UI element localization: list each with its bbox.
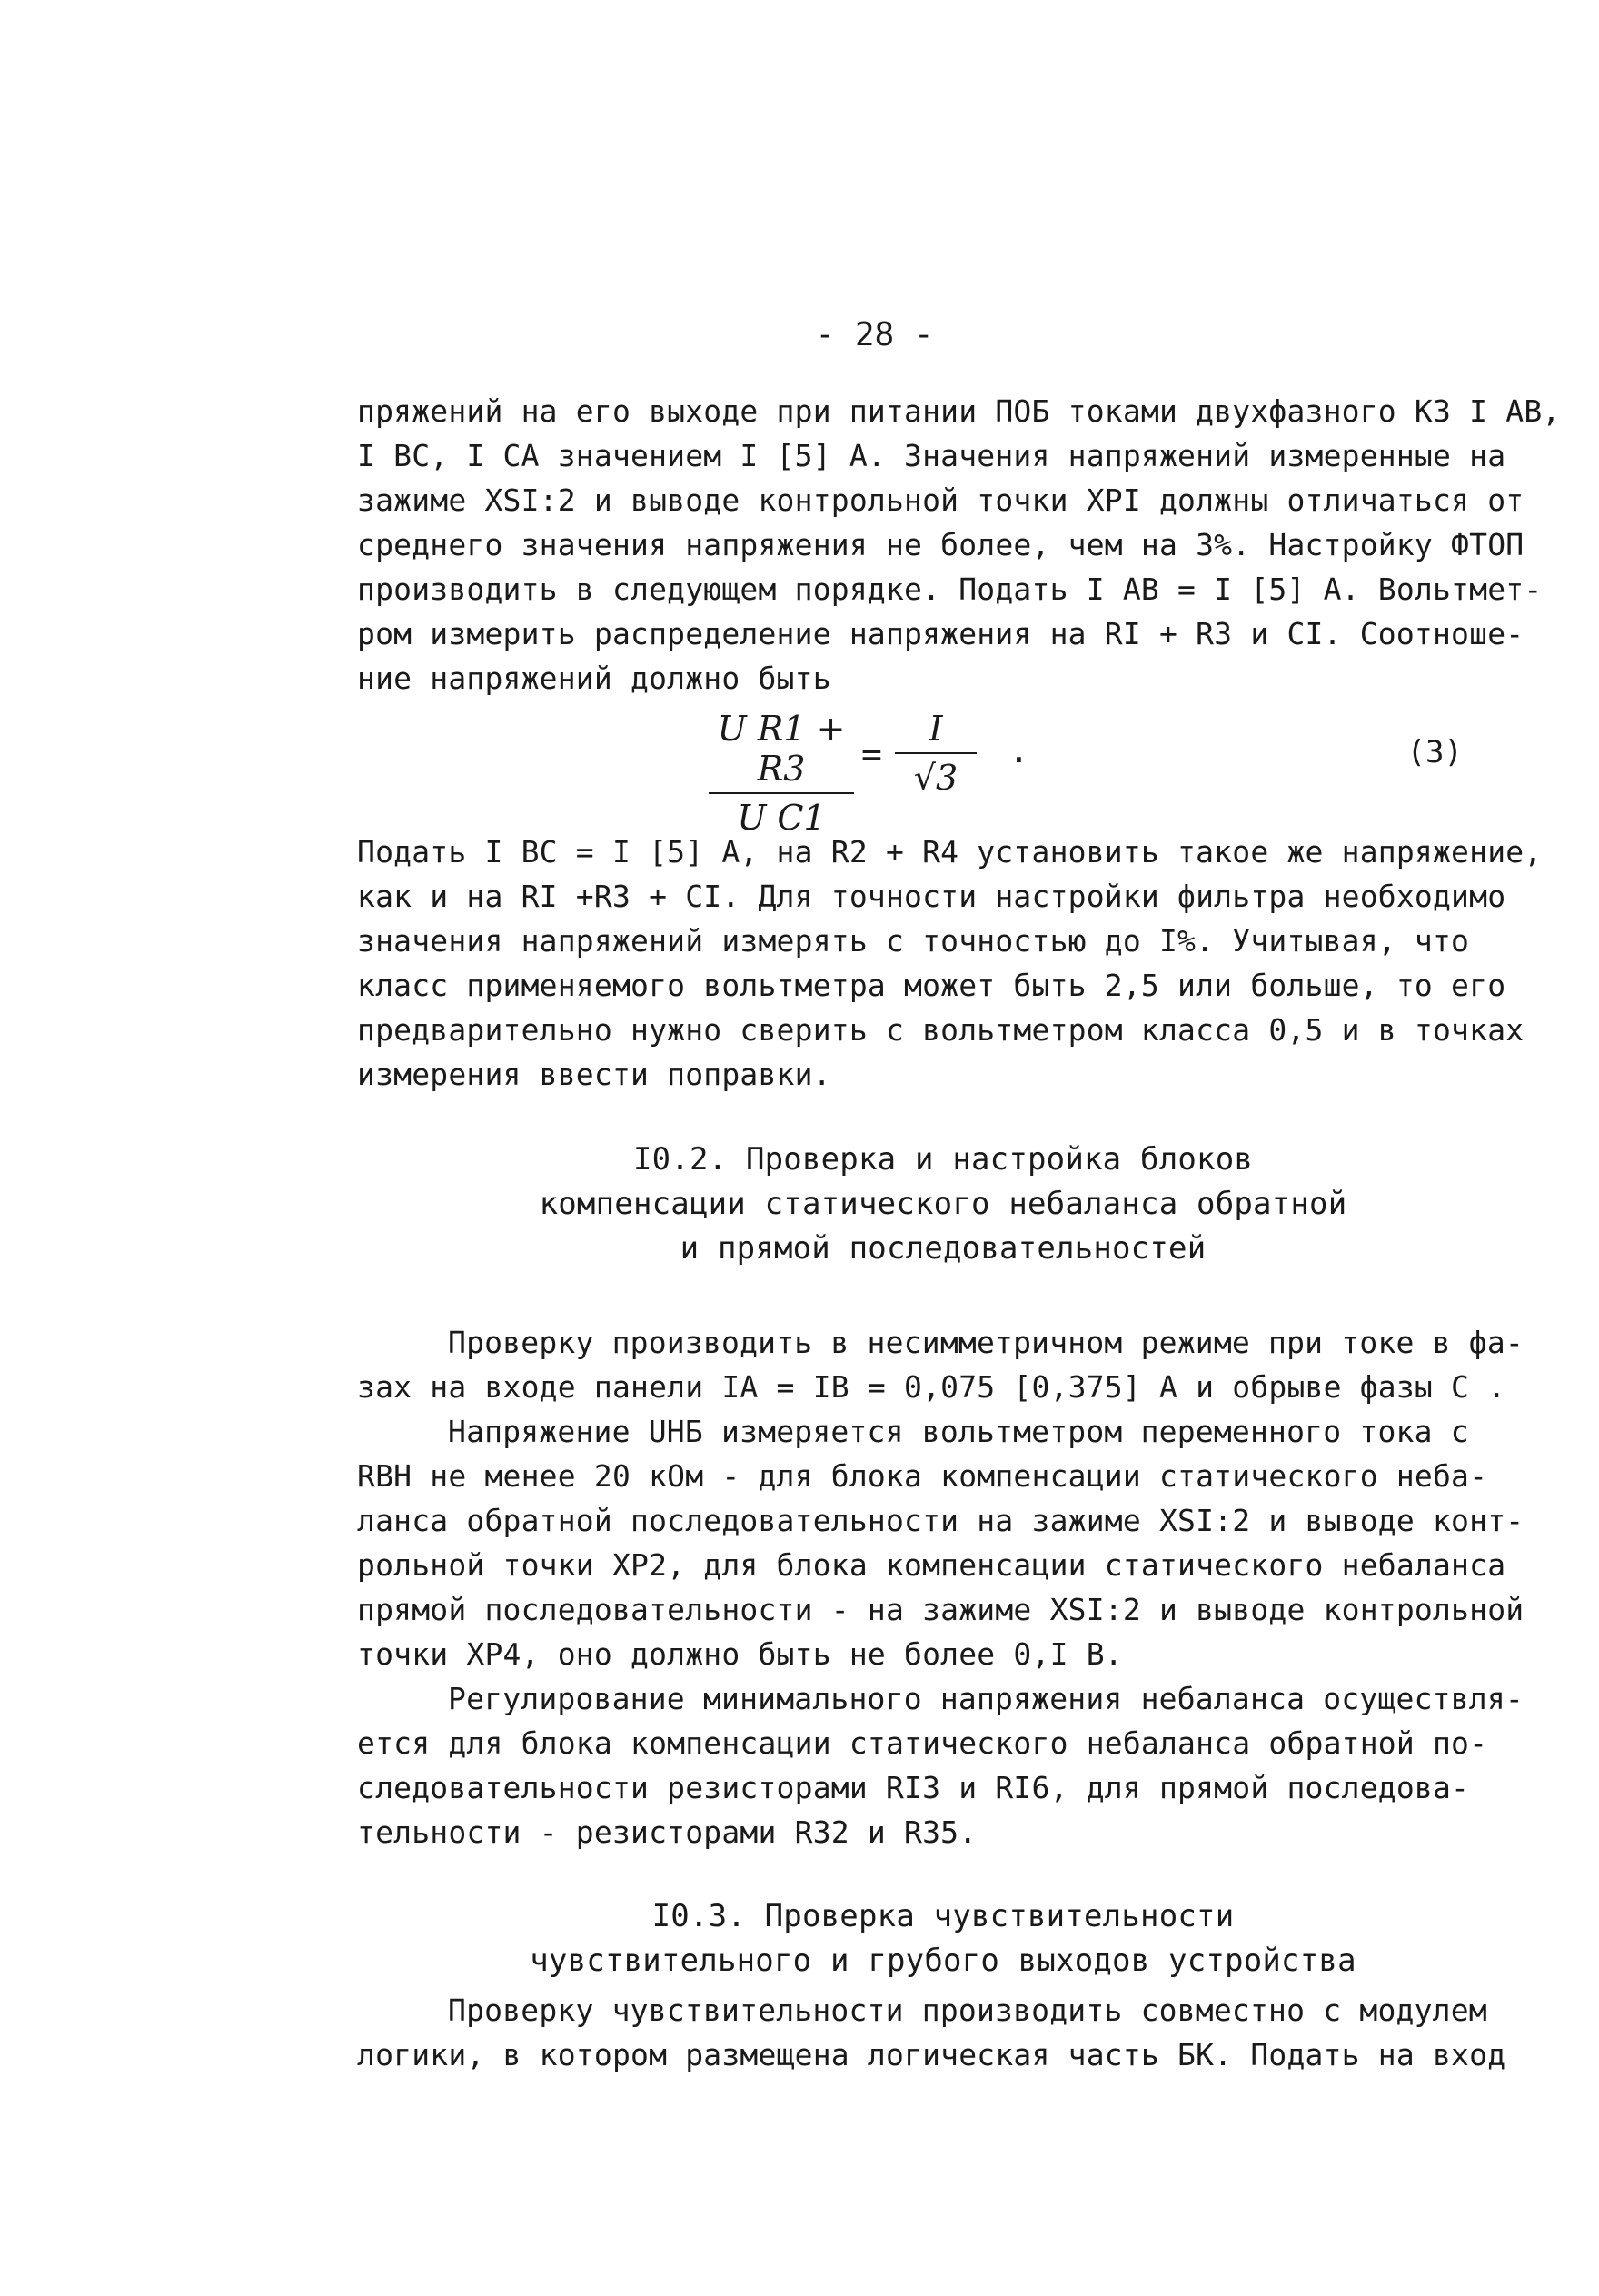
fraction-denominator: U C1 [737,798,826,838]
paragraph-5 [357,1676,1529,1854]
text-line: среднего значения напряжения не более, чем на 3%. Настройку ФТОП [357,527,1525,562]
text-line: класс применяемого вольтметра может быть 2,5 или больше, то его [357,968,1506,1003]
text-line: ние напряжений должно быть [357,661,831,696]
text-line: зажиме XSI:2 и выводе контрольной точки XPI должны отличаться от [357,482,1525,518]
text-line: I BC, I CA значением I [5] А. Значения напряжений измеренные на [357,438,1506,473]
text-line: Подать I BC = I [5] А, на R2 + R4 установить такое же напряжение, [357,834,1543,870]
text-line: ланса обратной последовательности на зажиме XSI:2 и выводе конт- [357,1503,1525,1538]
text-line: предварительно нужно сверить с вольтметром класса 0,5 и в точках [357,1012,1525,1048]
equals-sign: = [861,734,882,774]
heading-line: компенсации статического небаланса обратной [539,1186,1347,1222]
text-line: пряжений на его выходе при питании ПОБ токами двухфазного КЗ I AB, [357,393,1561,429]
text-line: измерения ввести поправки. [357,1057,831,1092]
fraction-denominator: √3 [913,758,958,798]
heading-line: чувствительного и грубого выходов устройства [530,1943,1356,1979]
heading-line: I0.3. Проверка чувствительности [651,1898,1235,1934]
fraction-bar [895,752,977,754]
equation-number: (3) [1406,734,1463,770]
paragraph-3 [357,1320,1529,1409]
fraction-right [895,709,977,798]
text-line: логики, в котором размещена логическая часть БК. Подать на вход [357,2037,1506,2072]
fraction-numerator: U R1 + R3 [717,709,846,789]
equation-period: . [1008,731,1029,770]
text-line: как и на RI +R3 + CI. Для точности настройки фильтра необходимо [357,879,1506,914]
equation-3 [709,709,1526,838]
text-line: прямой последовательности - на зажиме XSI:2 и выводе контрольной [357,1592,1525,1627]
paragraph-6 [357,1988,1529,2077]
fraction-numerator: I [929,709,943,749]
text-line: рольной точки XP2, для блока компенсации статического небаланса [357,1547,1506,1583]
text-line: следовательности резисторами RI3 и RI6, для прямой последова- [357,1770,1470,1805]
text-line: зах на входе панели IA = IB = 0,075 [0,375] А и обрыве фазы С . [357,1369,1506,1405]
text-line: ется для блока компенсации статического небаланса обратной по- [357,1725,1488,1761]
text-line: ром измерить распределение напряжения на RI + R3 и CI. Соотноше- [357,616,1525,651]
text-line: значения напряжений измерять с точностью до I%. Учитывая, что [357,923,1470,959]
heading-line: I0.2. Проверка и настройка блоков [632,1141,1254,1178]
text-line: точки XP4, оно должно быть не более 0,I В. [357,1636,1123,1672]
section-heading-10-3 [357,1894,1529,1983]
fraction-bar [709,792,854,794]
heading-line: и прямой последовательностей [680,1230,1207,1267]
text-line: тельности - резисторами R32 и R35. [357,1814,978,1850]
paragraph-1 [357,389,1561,701]
text-line: Регулирование минимального напряжения небаланса осуществля- [448,1681,1524,1716]
text-line: производить в следующем порядке. Подать I AB = I [5] А. Вольтмет- [357,572,1543,607]
text-line: Проверку производить в несимметричном режиме при токе в фа- [448,1325,1524,1360]
paragraph-4 [357,1409,1529,1676]
page-number: - 28 - [815,316,934,353]
text-line: Напряжение UНБ измеряется вольтметром переменного тока с [448,1414,1469,1449]
text-line: RВН не менее 20 кОм - для блока компенсации статического неба- [357,1458,1488,1494]
fraction-left [709,709,854,838]
text-line: Проверку чувствительности производить совместно с модулем [448,1993,1487,2028]
paragraph-2 [357,830,1543,1097]
section-heading-10-2 [357,1138,1529,1271]
